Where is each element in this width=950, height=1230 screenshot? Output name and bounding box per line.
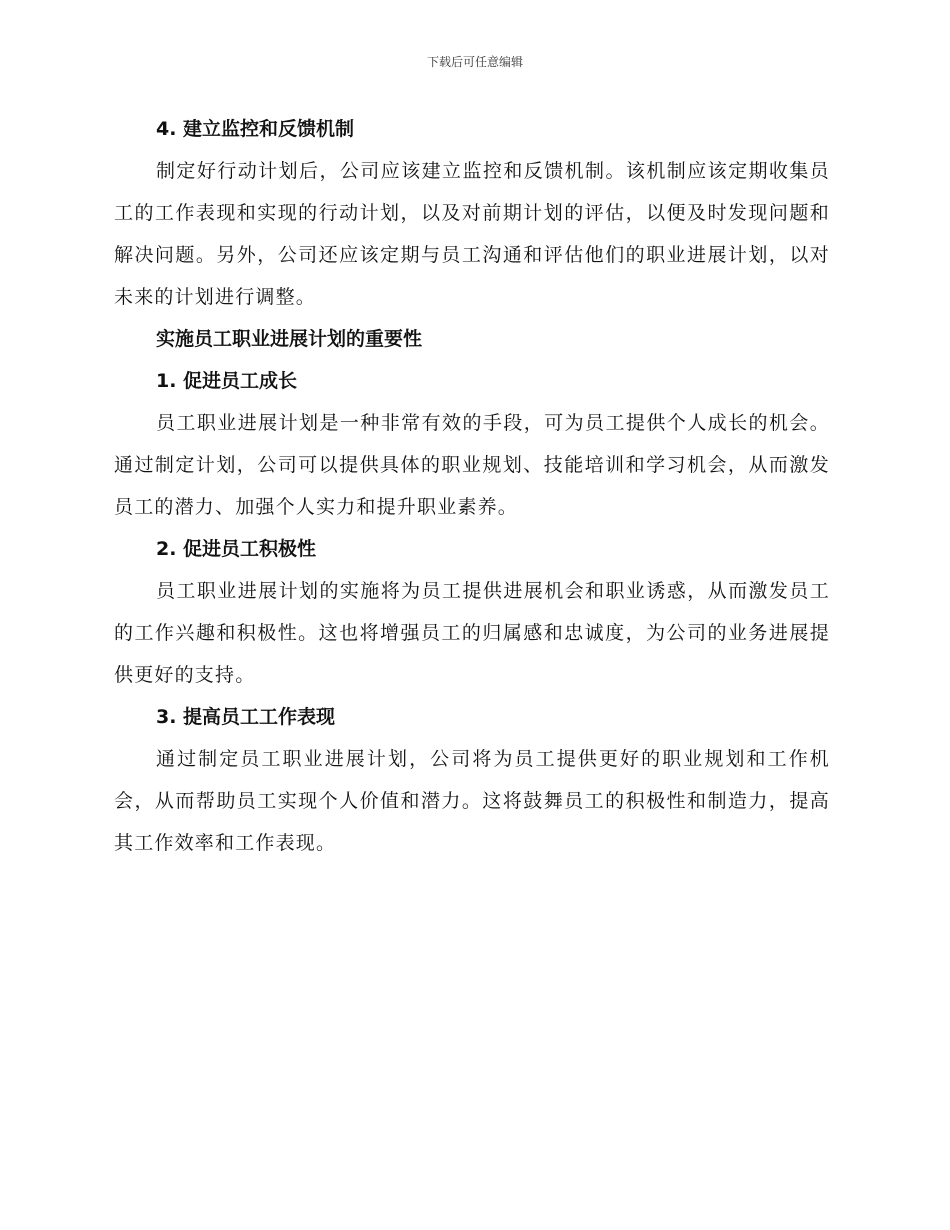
- paragraph-monitoring: 制定好行动计划后，公司应该建立监控和反馈机制。该机制应该定期收集员工的工作表现和实现的行动计划，以及对前期计划的评估，以便及时发现问题和解决问题。另外，公司还应该定期与员工沟通和评估他们的职业进展计划，以对未来的计划进行调整。: [114, 160, 830, 308]
- section-heading-monitoring: 4. 建立监控和反馈机制: [156, 118, 355, 140]
- section-heading-performance: 3. 提高员工工作表现: [156, 706, 336, 728]
- page-header: 下载后可任意编辑: [426, 55, 523, 69]
- paragraph-performance: 通过制定员工职业进展计划，公司将为员工提供更好的职业规划和工作机会，从而帮助员工实现个人价值和潜力。这将鼓舞员工的积极性和制造力，提高其工作效率和工作表现。: [114, 748, 830, 854]
- section-heading-growth: 1. 促进员工成长: [156, 370, 298, 392]
- paragraph-motivation: 员工职业进展计划的实施将为员工提供进展机会和职业诱惑，从而激发员工的工作兴趣和积极性。这也将增强员工的归属感和忠诚度，为公司的业务进展提供更好的支持。: [114, 580, 830, 686]
- document-body: [114, 108, 830, 864]
- section-heading-motivation: 2. 促进员工积极性: [156, 538, 317, 560]
- paragraph-growth: 员工职业进展计划是一种非常有效的手段，可为员工提供个人成长的机会。通过制定计划，公司可以提供具体的职业规划、技能培训和学习机会，从而激发员工的潜力、加强个人实力和提升职业素养。: [114, 412, 830, 518]
- section-heading-importance: 实施员工职业进展计划的重要性: [156, 328, 423, 350]
